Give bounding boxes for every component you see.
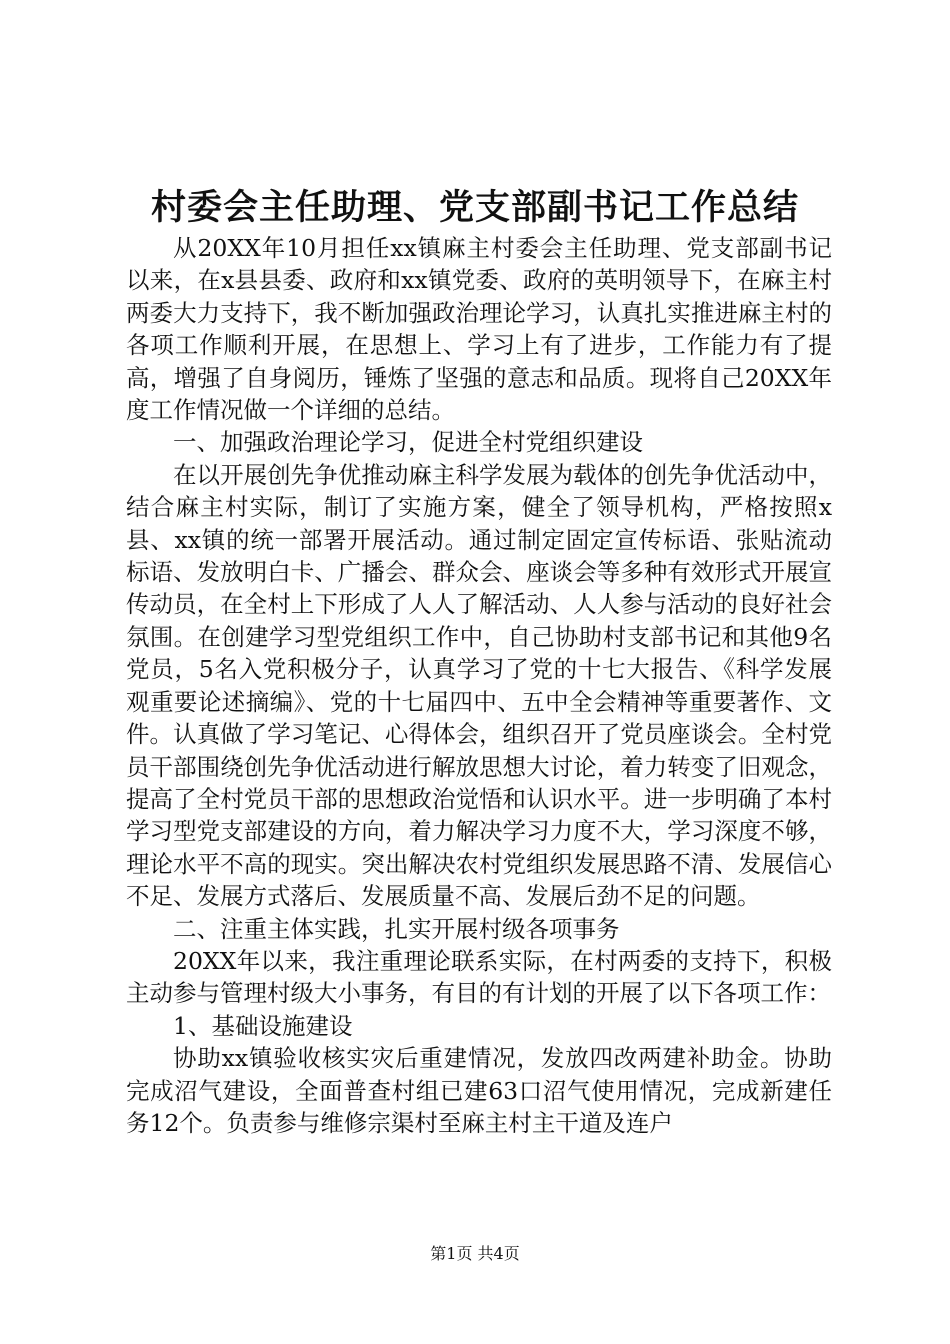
page-footer: 第1页 共4页 bbox=[430, 1244, 520, 1263]
section-heading-1: 一、加强政治理论学习，促进全村党组织建设 bbox=[173, 428, 643, 457]
document-title: 村委会主任助理、党支部副书记工作总结 bbox=[150, 187, 799, 228]
document-body bbox=[126, 232, 832, 1139]
paragraph-subsection-1: 协助xx镇验收核实灾后重建情况，发放四改两建补助金。协助完成沼气建设，全面普查村组已建63口沼气使用情况，完成新建任务12个。负责参与维修宗渠村至麻主村主干道及连户 bbox=[126, 1044, 832, 1137]
paragraph-section-2: 20XX年以来，我注重理论联系实际，在村两委的支持下，积极主动参与管理村级大小事务，有目的有计划的开展了以下各项工作： bbox=[126, 946, 832, 1008]
paragraph-intro: 从20XX年10月担任xx镇麻主村委会主任助理、党支部副书记以来，在x县县委、政府和xx镇党委、政府的英明领导下，在麻主村两委大力支持下，我不断加强政治理论学习，认真扎实推进麻主村的各项工作顺利开展，在思想上、学习上有了进步，工作能力有了提高，增强了自身阅历，锤炼了坚强的意志和品质。现将自己20XX年度工作情况做一个详细的总结。 bbox=[126, 234, 832, 425]
paragraph-section-1: 在以开展创先争优推动麻主科学发展为载体的创先争优活动中，结合麻主村实际，制订了实施方案，健全了领导机构，严格按照x县、xx镇的统一部署开展活动。通过制定固定宣传标语、张贴流动标语、发放明白卡、广播会、群众会、座谈会等多种有效形式开展宣传动员，在全村上下形成了人人了解活动、人人参与活动的良好社会氛围。在创建学习型党组织工作中，自己协助村支部书记和其他9名党员，5名入党积极分子，认真学习了党的十七大报告、《科学发展观重要论述摘编》、党的十七届四中、五中全会精神等重要著作、文件。认真做了学习笔记、心得体会，组织召开了党员座谈会。全村党员干部围绕创先争优活动进行解放思想大讨论，着力转变了旧观念，提高了全村党员干部的思想政治觉悟和认识水平。进一步明确了本村学习型党支部建设的方向，着力解决学习力度不大，学习深度不够，理论水平不高的现实。突出解决农村党组织发展思路不清、发展信心不足、发展方式落后、发展质量不高、发展后劲不足的问题。 bbox=[126, 460, 832, 911]
section-heading-2: 二、注重主体实践，扎实开展村级各项事务 bbox=[173, 914, 620, 943]
subsection-heading-1: 1、基础设施建设 bbox=[173, 1011, 353, 1040]
